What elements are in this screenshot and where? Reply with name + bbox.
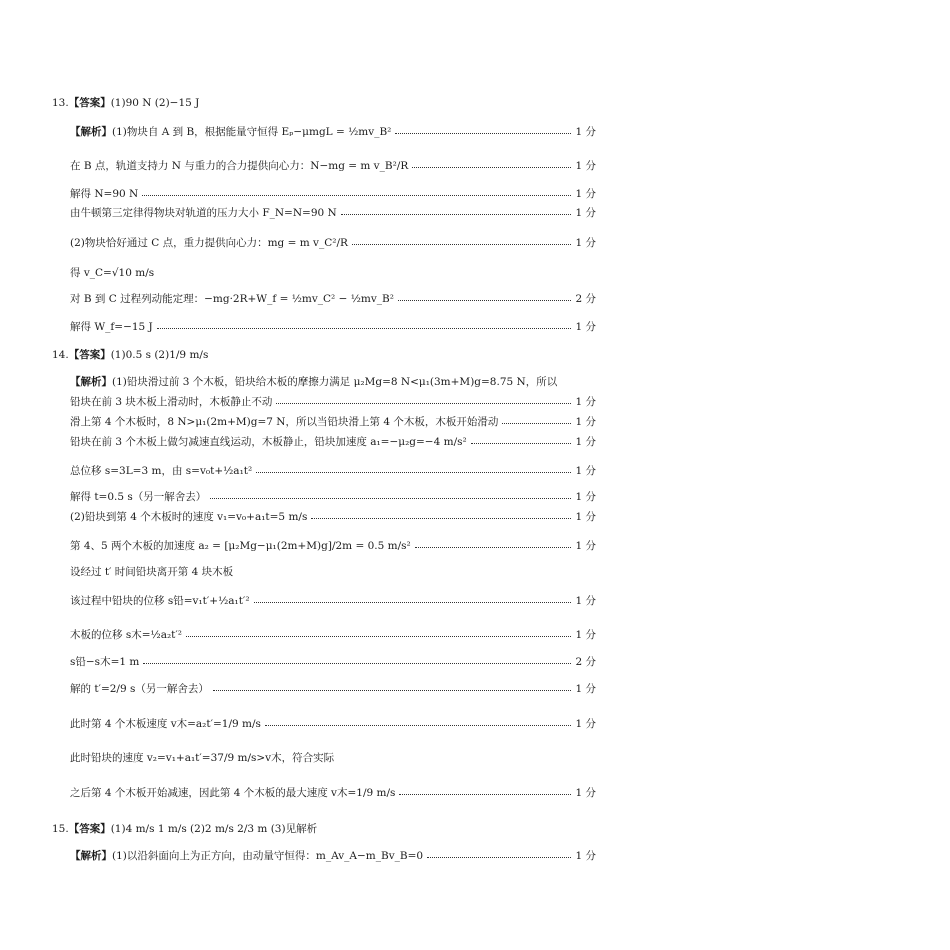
solution-line <box>70 158 596 173</box>
dot-leader <box>254 602 572 603</box>
dot-leader <box>398 300 571 301</box>
dot-leader <box>186 636 571 637</box>
score-points: 1 分 <box>575 465 596 477</box>
score-points: 1 分 <box>575 595 596 607</box>
solution-line <box>70 463 596 478</box>
dot-leader <box>142 195 571 196</box>
line-text <box>70 627 182 642</box>
line-content: 得 v_C=√10 m/s <box>70 267 155 279</box>
line-content: 第 4、5 两个木板的加速度 a₂ = [μ₂Mg−μ₁(2m+M)g]/2m = 0.5 m/s² <box>70 540 411 552</box>
score-points: 1 分 <box>575 416 596 428</box>
line-text <box>70 319 153 334</box>
answer-line <box>52 821 578 836</box>
score-points: 2 分 <box>575 656 596 668</box>
question-number: 14. <box>52 349 69 361</box>
solution-line <box>70 750 596 765</box>
dot-leader <box>341 214 572 215</box>
line-text <box>70 394 272 409</box>
line-text <box>52 347 208 362</box>
line-text <box>70 509 307 524</box>
line-content: 铅块在前 3 块木板上滑动时，木板静止不动 <box>70 396 273 408</box>
line-content: 此时第 4 个木板速度 v木=a₂t′=1/9 m/s <box>70 718 261 730</box>
section-tag: 【答案】 <box>68 349 111 361</box>
line-content: s铅−s木=1 m <box>70 656 140 668</box>
line-text <box>70 414 498 429</box>
line-text <box>70 654 139 669</box>
section-tag: 【解析】 <box>70 126 112 138</box>
line-content: 木板的位移 s木=½a₂t′² <box>70 629 182 641</box>
solution-line <box>70 319 596 334</box>
score-points: 1 分 <box>575 436 596 448</box>
line-content: 总位移 s=3L=3 m，由 s=v₀t+½a₁t² <box>70 465 253 477</box>
line-content: 滑上第 4 个木板时，8 N>μ₁(2m+M)g=7 N，所以当铅块滑上第 4 个木板，木板开始滑动 <box>70 416 499 428</box>
line-text <box>70 489 206 504</box>
line-content: (1)90 N (2)−15 J <box>110 97 200 109</box>
dot-leader <box>210 498 571 499</box>
question-number: 13. <box>52 97 69 109</box>
solution-line <box>70 848 596 863</box>
line-text <box>70 593 250 608</box>
dot-leader <box>157 328 572 329</box>
line-content: 此时铅块的速度 v₂=v₁+a₁t′=37/9 m/s>v木，符合实际 <box>70 752 335 764</box>
line-content: (1)物块自 A 到 B，根据能量守恒得 Eₚ−μmgL = ½mv_B² <box>112 126 392 138</box>
dot-leader <box>502 423 571 424</box>
line-content: 解得 W_f=−15 J <box>70 321 153 333</box>
line-content: (2)物块恰好通过 C 点，重力提供向心力：mg = m v_C²/R <box>70 237 348 249</box>
answer-line <box>52 95 578 110</box>
score-points: 1 分 <box>575 683 596 695</box>
dot-leader <box>352 244 572 245</box>
line-text <box>70 291 394 306</box>
dot-leader <box>427 857 571 858</box>
line-content: 之后第 4 个木板开始减速，因此第 4 个木板的最大速度 v木=1/9 m/s <box>70 787 396 799</box>
section-tag: 【解析】 <box>70 376 112 388</box>
section-tag: 【答案】 <box>68 823 111 835</box>
line-text <box>70 265 154 280</box>
dot-leader <box>256 472 571 473</box>
dot-leader <box>265 725 572 726</box>
score-points: 1 分 <box>575 396 596 408</box>
score-points: 1 分 <box>575 629 596 641</box>
score-points: 1 分 <box>575 850 596 862</box>
line-text <box>70 848 423 863</box>
solution-line <box>70 186 596 201</box>
line-content: 设经过 t′ 时间铅块离开第 4 块木板 <box>70 566 234 578</box>
solution-line <box>70 291 596 306</box>
solution-line <box>70 205 596 220</box>
solution-line <box>70 434 596 449</box>
line-content: (2)铅块到第 4 个木板时的速度 v₁=v₀+a₁t=5 m/s <box>70 511 308 523</box>
dot-leader <box>276 403 571 404</box>
dot-leader <box>213 690 572 691</box>
line-content: (1)0.5 s (2)1/9 m/s <box>110 349 209 361</box>
line-text <box>70 681 209 696</box>
score-points: 1 分 <box>575 787 596 799</box>
line-content: 由牛顿第三定律得物块对轨道的压力大小 F_N=N=90 N <box>70 207 337 219</box>
solution-line <box>70 265 596 280</box>
line-content: 解的 t′=2/9 s（另一解舍去） <box>70 683 209 695</box>
line-content: 对 B 到 C 过程列动能定理：−mg·2R+W_f = ½mv_C² − ½mv_B² <box>70 293 394 305</box>
line-content: (1)以沿斜面向上为正方向，由动量守恒得：m_Av_A−m_Bv_B=0 <box>112 850 424 862</box>
section-tag: 【解析】 <box>70 850 112 862</box>
score-points: 1 分 <box>575 207 596 219</box>
line-content: 解得 N=90 N <box>70 188 139 200</box>
line-text <box>70 785 395 800</box>
line-text <box>70 750 334 765</box>
solution-line <box>70 235 596 250</box>
dot-leader <box>311 518 571 519</box>
line-text <box>70 434 467 449</box>
line-text <box>70 186 138 201</box>
line-text <box>52 95 199 110</box>
solution-line <box>70 374 596 389</box>
line-content: (1)铅块滑过前 3 个木板，铅块给木板的摩擦力满足 μ₂Mg=8 N<μ₁(3m+M)g=8.75 N，所以 <box>112 376 558 388</box>
solution-line <box>70 564 596 579</box>
solution-line <box>70 538 596 553</box>
score-points: 1 分 <box>575 321 596 333</box>
line-text <box>52 821 317 836</box>
dot-leader <box>143 663 571 664</box>
question-number: 15. <box>52 823 69 835</box>
score-points: 1 分 <box>575 160 596 172</box>
dot-leader <box>415 547 572 548</box>
answer-line <box>52 347 578 362</box>
line-text <box>70 124 391 139</box>
section-tag: 【答案】 <box>68 97 111 109</box>
solution-line <box>70 124 596 139</box>
solution-line <box>70 681 596 696</box>
solution-line <box>70 509 596 524</box>
solution-line <box>70 716 596 731</box>
dot-leader <box>399 794 571 795</box>
line-text <box>70 463 252 478</box>
score-points: 1 分 <box>575 511 596 523</box>
line-content: 该过程中铅块的位移 s铅=v₁t′+½a₁t′² <box>70 595 250 607</box>
score-points: 1 分 <box>575 237 596 249</box>
line-content: 在 B 点，轨道支持力 N 与重力的合力提供向心力：N−mg = m v_B²/R <box>70 160 409 172</box>
line-text <box>70 564 233 579</box>
line-text <box>70 158 408 173</box>
dot-leader <box>412 167 571 168</box>
score-points: 1 分 <box>575 126 596 138</box>
score-points: 1 分 <box>575 491 596 503</box>
line-text <box>70 716 261 731</box>
line-content: (1)4 m/s 1 m/s (2)2 m/s 2/3 m (3)见解析 <box>110 823 318 835</box>
score-points: 1 分 <box>575 718 596 730</box>
score-points: 2 分 <box>575 293 596 305</box>
solution-line <box>70 593 596 608</box>
line-content: 解得 t=0.5 s（另一解舍去） <box>70 491 207 503</box>
line-text <box>70 205 337 220</box>
line-text <box>70 538 411 553</box>
line-text <box>70 374 557 389</box>
solution-line <box>70 785 596 800</box>
dot-leader <box>471 443 572 444</box>
score-points: 1 分 <box>575 540 596 552</box>
solution-line <box>70 627 596 642</box>
line-text <box>70 235 348 250</box>
solution-line <box>70 414 596 429</box>
line-content: 铅块在前 3 个木板上做匀减速直线运动，木板静止，铅块加速度 a₁=−μ₂g=−4 m/s² <box>70 436 467 448</box>
dot-leader <box>395 133 571 134</box>
score-points: 1 分 <box>575 188 596 200</box>
solution-line <box>70 654 596 669</box>
solution-line <box>70 394 596 409</box>
solution-line <box>70 489 596 504</box>
